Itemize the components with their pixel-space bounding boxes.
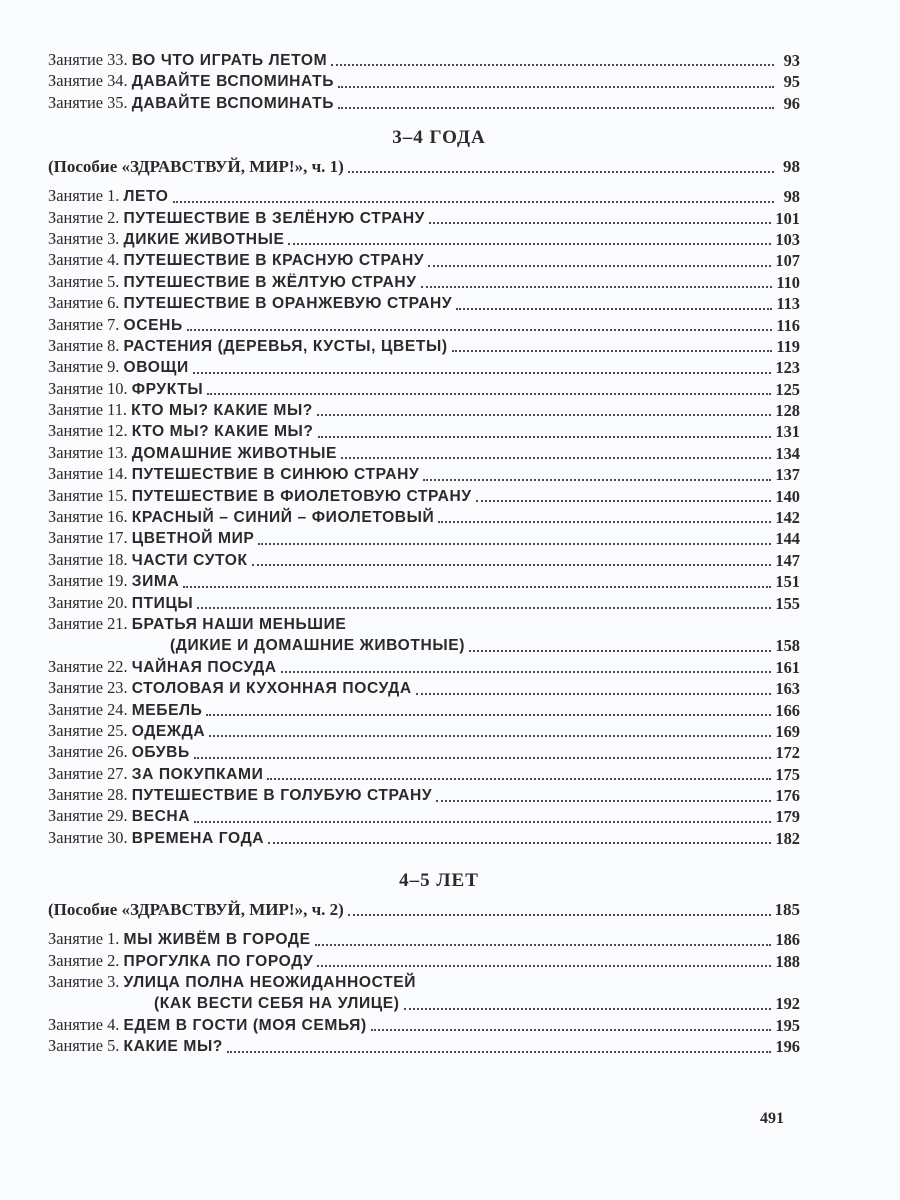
page-ref: 110 <box>776 272 800 292</box>
entry-prefix: Занятие 29. <box>48 806 128 826</box>
toc-entry <box>48 93 800 114</box>
toc-entry <box>48 272 800 293</box>
dot-leader <box>338 86 774 88</box>
page-ref: 147 <box>775 550 800 570</box>
page-ref: 95 <box>783 72 800 92</box>
dot-leader <box>317 414 771 416</box>
section-heading-4-5: 4–5 ЛЕТ <box>399 870 479 892</box>
toc-entry <box>48 50 800 71</box>
dot-leader <box>416 693 772 695</box>
page-ref: 186 <box>775 930 800 950</box>
manual-row-1 <box>48 156 800 178</box>
toc-entry <box>48 486 800 507</box>
entry-title: ЦВЕТНОЙ МИР <box>131 530 255 548</box>
dot-leader <box>258 543 771 545</box>
entry-prefix: Занятие 1. <box>48 929 120 949</box>
page-ref: 169 <box>775 721 800 741</box>
entry-title: ПТИЦЫ <box>131 594 194 612</box>
page-ref: 166 <box>775 700 800 720</box>
entry-prefix: Занятие 16. <box>48 507 128 527</box>
entry-prefix: Занятие 30. <box>48 827 128 847</box>
entry-prefix: Занятие 35. <box>48 92 128 112</box>
toc-entry <box>48 357 800 378</box>
toc-entry <box>48 678 800 699</box>
entry-title: ДАВАЙТЕ ВСПОМИНАТЬ <box>131 94 335 112</box>
entry-prefix: Занятие 26. <box>48 742 128 762</box>
toc-entry <box>48 250 800 271</box>
toc-entry <box>48 443 800 464</box>
page-ref: 179 <box>775 807 800 827</box>
toc-entry <box>48 71 800 92</box>
dot-leader <box>288 243 771 245</box>
entry-prefix: Занятие 20. <box>48 592 128 612</box>
toc-entry <box>48 315 800 336</box>
entry-title: ПУТЕШЕСТВИЕ В ГОЛУБУЮ СТРАНУ <box>131 787 433 805</box>
toc-entry <box>48 951 800 972</box>
page-ref: 98 <box>783 187 800 207</box>
dot-leader <box>194 821 771 823</box>
dot-leader <box>456 308 772 310</box>
dot-leader <box>268 842 771 844</box>
page-ref: 98 <box>783 157 800 177</box>
entry-prefix: Занятие 24. <box>48 699 128 719</box>
entry-prefix: Занятие 33. <box>48 49 128 69</box>
toc-entry <box>48 764 800 785</box>
dot-leader <box>252 564 772 566</box>
entry-prefix: Занятие 4. <box>48 1014 120 1034</box>
toc-entry <box>48 1036 800 1057</box>
entry-prefix: Занятие 5. <box>48 271 120 291</box>
entries-3-4 <box>48 186 800 614</box>
dot-leader <box>281 671 772 673</box>
entry-title: ОСЕНЬ <box>123 316 183 334</box>
manual-title: (Пособие «ЗДРАВСТВУЙ, МИР!», ч. 1) <box>48 157 344 177</box>
entry-title: КТО МЫ? КАКИЕ МЫ? <box>131 402 313 420</box>
dot-leader <box>436 800 771 802</box>
entry-title: ЧАСТИ СУТОК <box>131 551 248 569</box>
entry-prefix: Занятие 12. <box>48 421 128 441</box>
dot-leader <box>194 757 772 759</box>
entry-prefix: Занятие 10. <box>48 378 128 398</box>
toc-entry-3 <box>48 972 800 993</box>
dot-leader <box>429 222 771 224</box>
toc-entry <box>48 785 800 806</box>
page-ref: 195 <box>775 1015 800 1035</box>
dot-leader <box>348 171 774 173</box>
page-ref: 185 <box>774 900 800 920</box>
entry-title: ПУТЕШЕСТВИЕ В СИНЮЮ СТРАНУ <box>131 466 420 484</box>
toc-entry <box>48 293 800 314</box>
entry-prefix: Занятие 2. <box>48 207 120 227</box>
dot-leader <box>331 64 774 66</box>
entry-prefix: Занятие 21. <box>48 613 128 633</box>
dot-leader <box>404 1008 772 1010</box>
page-ref: 103 <box>775 229 800 249</box>
entry-title: КРАСНЫЙ – СИНИЙ – ФИОЛЕТОВЫЙ <box>131 509 435 527</box>
page-ref: 151 <box>775 572 800 592</box>
toc-entry <box>48 828 800 849</box>
page-ref: 188 <box>775 951 800 971</box>
entry-title: БРАТЬЯ НАШИ МЕНЬШИЕ <box>131 615 347 633</box>
page-ref: 175 <box>775 764 800 784</box>
entry-title-cont: (КАК ВЕСТИ СЕБЯ НА УЛИЦЕ) <box>154 995 400 1013</box>
page-ref: 192 <box>775 994 800 1014</box>
dot-leader <box>476 500 772 502</box>
page-ref: 107 <box>775 251 800 271</box>
dot-leader <box>348 914 771 916</box>
entry-prefix: Занятие 6. <box>48 293 120 313</box>
entry-prefix: Занятие 34. <box>48 71 128 91</box>
toc-entry <box>48 464 800 485</box>
entry-prefix: Занятие 25. <box>48 720 128 740</box>
dot-leader <box>206 714 771 716</box>
toc-entry <box>48 229 800 250</box>
dot-leader <box>267 778 771 780</box>
page-ref: 116 <box>776 315 800 335</box>
page-ref: 131 <box>775 422 800 442</box>
entry-title: ВО ЧТО ИГРАТЬ ЛЕТОМ <box>131 51 328 69</box>
toc-entry <box>48 1015 800 1036</box>
toc-entry <box>48 657 800 678</box>
page-number: 491 <box>760 1110 784 1127</box>
entries-4-5-after <box>48 1015 800 1058</box>
entry-prefix: Занятие 9. <box>48 357 120 377</box>
toc-entry <box>48 336 800 357</box>
dot-leader <box>315 944 772 946</box>
entry-title: ОВОЩИ <box>123 359 189 377</box>
entry-prefix: Занятие 27. <box>48 763 128 783</box>
entry-title: ДОМАШНИЕ ЖИВОТНЫЕ <box>131 444 338 462</box>
dot-leader <box>318 436 772 438</box>
section-heading-3-4: 3–4 ГОДА <box>392 127 486 149</box>
dot-leader <box>421 286 773 288</box>
table-of-contents <box>48 50 800 1058</box>
entry-title: ВЕСНА <box>131 808 191 826</box>
toc-entry <box>48 742 800 763</box>
page-ref: 93 <box>783 50 800 70</box>
entry-prefix: Занятие 22. <box>48 656 128 676</box>
entry-prefix: Занятие 8. <box>48 335 120 355</box>
entry-prefix: Занятие 23. <box>48 678 128 698</box>
entry-title: КТО МЫ? КАКИЕ МЫ? <box>131 423 314 441</box>
top-entries <box>48 50 800 114</box>
toc-entry <box>48 208 800 229</box>
page-ref: 123 <box>775 358 800 378</box>
entry-title: ВРЕМЕНА ГОДА <box>131 829 265 847</box>
dot-leader <box>173 201 774 203</box>
entry-title: ЗА ПОКУПКАМИ <box>131 765 264 783</box>
entry-title: ФРУКТЫ <box>131 380 204 398</box>
page-ref: 128 <box>775 401 800 421</box>
manual-row-2 <box>48 899 800 921</box>
entry-title-cont: (ДИКИЕ И ДОМАШНИЕ ЖИВОТНЫЕ) <box>170 637 466 655</box>
page-ref: 96 <box>783 93 800 113</box>
dot-leader <box>187 329 773 331</box>
entry-title: КАКИЕ МЫ? <box>123 1038 223 1056</box>
entry-prefix: Занятие 13. <box>48 442 128 462</box>
toc-entry <box>48 571 800 592</box>
entry-title: СТОЛОВАЯ И КУХОННАЯ ПОСУДА <box>131 680 412 698</box>
toc-entry <box>48 929 800 950</box>
page-ref: 119 <box>776 336 800 356</box>
toc-entry <box>48 379 800 400</box>
page-ref: 196 <box>775 1037 800 1057</box>
page-ref: 172 <box>775 743 800 763</box>
entry-title: МЫ ЖИВЁМ В ГОРОДЕ <box>123 931 311 949</box>
dot-leader <box>428 265 771 267</box>
entry-prefix: Занятие 15. <box>48 485 128 505</box>
toc-entry <box>48 507 800 528</box>
dot-leader <box>338 107 774 109</box>
toc-entry <box>48 807 800 828</box>
dot-leader <box>317 965 771 967</box>
entry-prefix: Занятие 14. <box>48 464 128 484</box>
entry-title: ПРОГУЛКА ПО ГОРОДУ <box>123 952 314 970</box>
page-ref: 158 <box>775 636 800 656</box>
entry-prefix: Занятие 5. <box>48 1036 120 1056</box>
entry-title: ОБУВЬ <box>131 744 190 762</box>
page-ref: 176 <box>775 786 800 806</box>
entry-title: ОДЕЖДА <box>131 722 206 740</box>
entry-title: ПУТЕШЕСТВИЕ В ОРАНЖЕВУЮ СТРАНУ <box>123 295 453 313</box>
page-ref: 163 <box>775 679 800 699</box>
entry-title: ПУТЕШЕСТВИЕ В КРАСНУЮ СТРАНУ <box>123 252 425 270</box>
entry-prefix: Занятие 11. <box>48 400 127 420</box>
dot-leader <box>209 735 771 737</box>
entry-title: ЕДЕМ В ГОСТИ (МОЯ СЕМЬЯ) <box>123 1016 367 1034</box>
dot-leader <box>371 1029 772 1031</box>
entries-4-5 <box>48 929 800 972</box>
page-ref: 161 <box>775 657 800 677</box>
dot-leader <box>452 350 773 352</box>
toc-entry <box>48 700 800 721</box>
toc-entry-21-cont <box>48 635 800 656</box>
page-ref: 134 <box>775 443 800 463</box>
dot-leader <box>183 586 771 588</box>
toc-entry <box>48 550 800 571</box>
dot-leader <box>227 1051 771 1053</box>
dot-leader <box>341 457 771 459</box>
entry-title: ЧАЙНАЯ ПОСУДА <box>131 658 277 676</box>
entry-title: ДАВАЙТЕ ВСПОМИНАТЬ <box>131 73 335 91</box>
entry-title: ДИКИЕ ЖИВОТНЫЕ <box>123 230 285 248</box>
toc-entry <box>48 400 800 421</box>
dot-leader <box>193 372 772 374</box>
entry-title: УЛИЦА ПОЛНА НЕОЖИДАННОСТЕЙ <box>123 974 417 992</box>
toc-entry <box>48 186 800 207</box>
entry-title: ЗИМА <box>131 573 180 591</box>
entry-prefix: Занятие 7. <box>48 314 120 334</box>
page-ref: 113 <box>776 294 800 314</box>
toc-entry <box>48 593 800 614</box>
entry-title: РАСТЕНИЯ (ДЕРЕВЬЯ, КУСТЫ, ЦВЕТЫ) <box>123 337 448 355</box>
page-ref: 142 <box>775 508 800 528</box>
entry-prefix: Занятие 1. <box>48 186 120 206</box>
dot-leader <box>423 479 771 481</box>
page-ref: 125 <box>775 379 800 399</box>
toc-entry <box>48 421 800 442</box>
page-ref: 182 <box>775 828 800 848</box>
entries-3-4-after <box>48 657 800 850</box>
page-ref: 137 <box>775 465 800 485</box>
entry-prefix: Занятие 4. <box>48 250 120 270</box>
page-ref: 144 <box>775 529 800 549</box>
toc-entry-21 <box>48 614 800 635</box>
entry-prefix: Занятие 17. <box>48 528 128 548</box>
entry-prefix: Занятие 18. <box>48 549 128 569</box>
dot-leader <box>207 393 771 395</box>
page-ref: 155 <box>775 593 800 613</box>
page-ref: 140 <box>775 486 800 506</box>
page-ref: 101 <box>775 208 800 228</box>
toc-entry-3-cont <box>48 993 800 1014</box>
entry-prefix: Занятие 3. <box>48 228 120 248</box>
entry-prefix: Занятие 3. <box>48 972 120 992</box>
entry-title: МЕБЕЛЬ <box>131 701 203 719</box>
manual-title: (Пособие «ЗДРАВСТВУЙ, МИР!», ч. 2) <box>48 900 344 920</box>
entry-prefix: Занятие 2. <box>48 950 120 970</box>
dot-leader <box>438 521 771 523</box>
entry-prefix: Занятие 19. <box>48 571 128 591</box>
entry-prefix: Занятие 28. <box>48 785 128 805</box>
entry-title: ЛЕТО <box>123 188 169 206</box>
entry-title: ПУТЕШЕСТВИЕ В ФИОЛЕТОВУЮ СТРАНУ <box>131 487 472 505</box>
entry-title: ПУТЕШЕСТВИЕ В ЗЕЛЁНУЮ СТРАНУ <box>123 209 425 227</box>
toc-entry <box>48 528 800 549</box>
dot-leader <box>197 607 771 609</box>
dot-leader <box>469 650 771 652</box>
toc-entry <box>48 721 800 742</box>
entry-title: ПУТЕШЕСТВИЕ В ЖЁЛТУЮ СТРАНУ <box>123 273 417 291</box>
